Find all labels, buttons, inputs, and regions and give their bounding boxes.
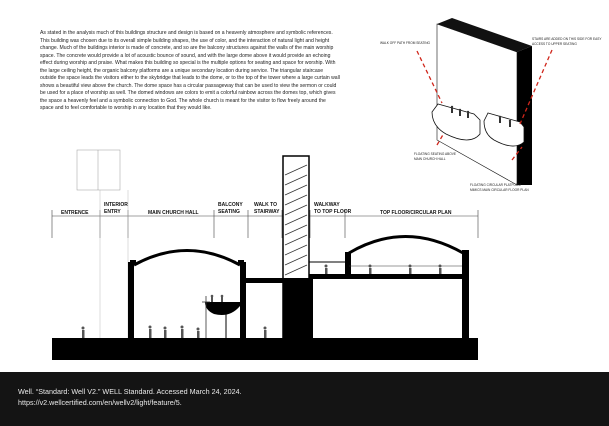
main-hall-dome <box>134 251 240 266</box>
note-floating-1: FLOATING SEATING ABOVE <box>414 152 457 156</box>
top-floor-dome <box>349 237 463 254</box>
note-walk-off: WALK OFF PATH FROM SEATING <box>380 41 430 45</box>
label-walk-stairway-2: STAIRWAY <box>254 209 280 215</box>
label-top-floor: TOP FLOOR/CIRCULAR PLAN <box>380 210 452 216</box>
label-interior-2: ENTRY <box>104 209 121 215</box>
top-floor-wall-right <box>462 250 469 340</box>
citation-line-1: Well. “Standard: Well V2.” WELL Standard. Accessed March 24, 2024. <box>18 387 242 396</box>
label-walkway-2: TO TOP FLOOR <box>314 209 352 215</box>
label-balcony-1: BALCONY <box>218 202 243 208</box>
main-hall-wall-left <box>128 262 134 338</box>
top-floor-slab <box>309 274 469 279</box>
note-stairs-2: ACCESS TO UPPER SEATING <box>532 42 577 46</box>
label-walk-stairway-1: WALK TO <box>254 202 277 208</box>
label-walkway-1: WALKWAY <box>314 202 340 208</box>
citation-line-2[interactable]: https://v2.wellcertified.com/en/wellv2/light/feature/5. <box>18 398 182 407</box>
note-floating-2: MAIN CHURCH HALL <box>414 157 446 161</box>
top-floor-wall-left <box>345 252 351 274</box>
description-paragraph: As stated in the analysis much of this buildings structure and design is based on a heavenly atmosphere and symbolic references. This building was chosen due to its overall simple building shapes, the use of color, and the interaction of natural light and height change. Much of the buildings interior is made of concrete, and so are the balcony structures against the walls of the main worship space. The concrete would provide a lot of acoustic bounce of sound, and with the large dome above it would provide an echoing effect during worship and praise. What makes this building so special is the multiple options for seating and space for worship. With the large ceiling height, the organic balcony platforms are a unique secondary location during service. The triangular staircase outside the space leads the visitors either to the skybridge that leads to the dome, or to the top of the tower where a large curtain wall shows a beautiful view above the church. The dome space has a circular passageway that can be used to view the sermon or could be used for a place of worship as well. The domed windows are colors to emit a colorful rainbow across the domes top, which gives the space a heavenly feel and a symbolic connection to God. The whole church is meant for the visitor to flow freely around the space and to feel comfortable to worship in any location that they would like. <box>40 30 340 111</box>
label-balcony-2: SEATING <box>218 209 240 215</box>
note-platform-2: MIMICS MAIN CIRCULAR FLOOR PLAN <box>470 188 529 192</box>
section-balcony-pod <box>205 302 240 315</box>
entry-tower-outline <box>77 150 120 190</box>
note-stairs-1: STAIRS ARE ADDED ON THIS SIDE FOR EASY <box>532 37 602 41</box>
label-main-hall: MAIN CHURCH HALL <box>148 210 199 216</box>
label-interior-1: INTERIOR <box>104 202 128 208</box>
note-platform-1: FLOATING CIRCULAR PLATFORM <box>470 183 521 187</box>
main-hall-wall-right <box>240 262 246 338</box>
ground-slab <box>52 338 478 360</box>
label-entrence: ENTRENCE <box>61 210 89 216</box>
